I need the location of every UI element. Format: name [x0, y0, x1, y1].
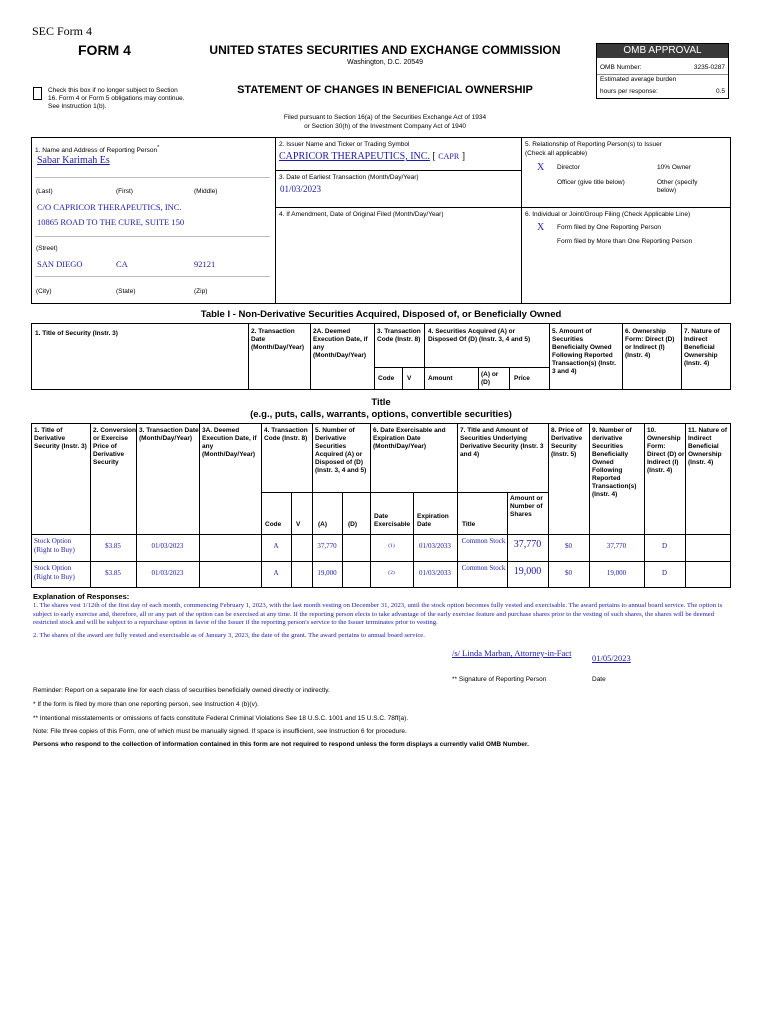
issuer-name-row: CAPRICOR THERAPEUTICS, INC. [ CAPR ] [279, 151, 466, 162]
table2-title: Title [371, 397, 391, 408]
middle-label: (Middle) [194, 188, 218, 195]
footer-line-1: * If the form is filed by more than one reporting person, see Instruction 4 (b)(v). [33, 701, 259, 708]
reporting-person-name: Sabar Karimah Es [37, 155, 110, 166]
address-line-2: 10865 ROAD TO THE CURE, SUITE 150 [37, 217, 185, 227]
footer-line-3: Note: File three copies of this Form, one of which must be manually signed. If space is insufficient, see Instruction 6 for procedure. [33, 728, 407, 735]
explanation-note-1: 1. The shares vest 1/12th of the first day of each month, commencing February 1, 2023, with the last month vesting on December 31, 2023, until the stock option becomes fully vested and exercisable. The award pertains to annual board service. The option is subject to early exercise and, therefore, all or any part of the option can be exercised at any time. If the reporting person elects to take advantage of the early exercise feature and purchase shares prior to the vesting of such shares, the shares will be deemed restricted stock and will be subject to a repurchase option in favor of the Issuer if the reporting person's service to the Issuer terminates prior to vesting. [33, 602, 723, 627]
omb-hours-value: 0.5 [715, 88, 725, 95]
row2-amount: 19,000 [513, 566, 542, 577]
row1-code: A [273, 542, 279, 550]
omb-number-value: 3235-0287 [693, 64, 725, 71]
row2-title: Common Stock [461, 564, 506, 572]
signature-label: ** Signature of Reporting Person [452, 676, 547, 683]
t2-col10: 10. Ownership Form: Direct (D) or Indirect (I) (Instr. 4) [647, 427, 685, 474]
omb-burden-label: Estimated average burden [600, 76, 677, 83]
t2-col11: 11. Nature of Indirect Beneficial Ownership (Instr. 4) [688, 427, 728, 466]
form-title: FORM 4 [78, 42, 131, 58]
more-person-label: Form filed by More than One Reporting Person [557, 238, 693, 245]
row1-owned: 37,770 [606, 542, 627, 550]
t1-col2a: 2A. Deemed Execution Date, if any (Month/Day/Year) [313, 328, 368, 359]
one-person-mark[interactable]: X [537, 222, 545, 233]
t2-col6: 6. Date Exercisable and Expiration Date (Month/Day/Year) [373, 427, 446, 450]
reporting-person-label: 1. Name and Address of Reporting Person* [35, 145, 160, 155]
row2-security: Stock Option (Right to Buy) [34, 564, 75, 581]
row2-p8: $0 [565, 569, 572, 577]
t1-col4: 4. Securities Acquired (A) or Disposed Of (D) (Instr. 3, 4 and 5) [428, 328, 531, 343]
t2-col8: 8. Price of Derivative Security (Instr. 5) [551, 427, 583, 458]
row2-date: 01/03/2023 [151, 569, 184, 577]
other-label: Other (specify below) [657, 179, 698, 194]
omb-hours-label: hours per response: [600, 88, 658, 95]
address-line-1: C/O CAPRICOR THERAPEUTICS, INC. [37, 202, 182, 212]
t2-a: (A) [318, 521, 328, 528]
t2-col3: 3. Transaction Date (Month/Day/Year) [139, 427, 199, 442]
filing-label: 6. Individual or Joint/Group Filing (Check Applicable Line) [525, 211, 691, 218]
t2-col4: 4. Transaction Code (Instr. 8) [264, 427, 308, 442]
amendment-label: 4. If Amendment, Date of Original Filed (Month/Day/Year) [279, 211, 444, 218]
officer-label: Officer (give title below) [557, 179, 625, 186]
t1-aord: (A) or (D) [481, 371, 499, 386]
explanation-title: Explanation of Responses: [33, 592, 130, 601]
checkbox-text: Check this box if no longer subject to Section 16. Form 4 or Form 5 obligations may continue. See Instruction 1(b). [48, 87, 185, 110]
signature-name: /s/ Linda Marban, Attorney-in-Fact [452, 648, 572, 658]
footer-line-2: ** Intentional misstatements or omissions of facts constitute Federal Criminal Violations See 18 U.S.C. 1001 and 15 U.S.C. 78ff(a). [33, 715, 409, 722]
zip-value: 92121 [194, 259, 216, 269]
row1-security: Stock Option (Right to Buy) [34, 537, 75, 554]
row1-date: 01/03/2023 [151, 542, 184, 550]
director-mark[interactable]: X [537, 162, 545, 173]
t2-title: Title [462, 521, 476, 528]
t2-col7: 7. Title and Amount of Securities Underlying Derivative Security (Instr. 3 and 4) [460, 427, 544, 458]
agency-title: UNITED STATES SECURITIES AND EXCHANGE COMMISSION [209, 43, 561, 57]
t1-amount: Amount [428, 375, 453, 382]
first-label: (First) [116, 188, 133, 195]
t2-col3a: 3A. Deemed Execution Date, if any (Month/Day/Year) [202, 427, 257, 458]
state-value: CA [116, 259, 128, 269]
issuer-label: 2. Issuer Name and Ticker or Trading Symbol [279, 141, 410, 148]
statement-title: STATEMENT OF CHANGES IN BENEFICIAL OWNERSHIP [237, 84, 533, 96]
sec-form-label: SEC Form 4 [32, 24, 93, 38]
row1-p8: $0 [565, 542, 572, 550]
director-label: Director [557, 164, 580, 171]
agency-location: Washington, D.C. 20549 [346, 59, 423, 66]
t2-exp: Expiration Date [417, 513, 449, 528]
t2-date-ex: Date Exercisable [374, 513, 411, 528]
row1-ex: (1) [388, 543, 395, 549]
explanation-note-2: 2. The shares of the award are fully vested and exercisable as of January 3, 2023, the date of the grant. The award pertains to annual board service. [33, 632, 425, 639]
city-label: (City) [36, 288, 52, 295]
t1-v: V [407, 375, 412, 382]
t1-col3: 3. Transaction Code (Instr. 8) [377, 328, 421, 343]
section16-checkbox[interactable] [33, 87, 42, 100]
table1-title: Table I - Non-Derivative Securities Acquired, Disposed of, or Beneficially Owned [200, 309, 562, 320]
t1-col5: 5. Amount of Securities Beneficially Owned Following Reported Transaction(s) (Instr. 3 and 4) [552, 328, 616, 375]
t2-col5: 5. Number of Derivative Securities Acquired (A) or Disposed of (D) (Instr. 3, 4 and 5) [315, 427, 367, 474]
t1-col1: 1. Title of Security (Instr. 3) [35, 330, 118, 337]
state-label: (State) [116, 288, 136, 295]
t1-col7: 7. Nature of Indirect Beneficial Ownership (Instr. 4) [684, 328, 720, 367]
table2-subtitle: (e.g., puts, calls, warrants, options, convertible securities) [250, 409, 512, 420]
t1-code: Code [378, 375, 395, 382]
last-label: (Last) [36, 188, 53, 195]
zip-label: (Zip) [194, 288, 208, 295]
row1-exp: 01/03/2033 [419, 542, 451, 550]
relationship-label: 5. Relationship of Reporting Person(s) to Issuer [525, 141, 662, 148]
row2-owned: 19,000 [606, 569, 627, 577]
issuer-ticker: CAPR [438, 152, 460, 161]
one-person-label: Form filed by One Reporting Person [557, 224, 662, 231]
row2-code: A [273, 569, 279, 577]
t2-v: V [296, 521, 301, 528]
t2-amount: Amount or Number of Shares [510, 495, 543, 518]
omb-number-label: OMB Number: [600, 64, 642, 71]
filed-pursuant-2: or Section 30(h) of the Investment Company Act of 1940 [304, 123, 466, 130]
issuer-name: CAPRICOR THERAPEUTICS, INC. [279, 151, 430, 162]
t2-col1: 1. Title of Derivative Security (Instr. 3) [34, 427, 87, 450]
filed-pursuant-1: Filed pursuant to Section 16(a) of the Securities Exchange Act of 1934 [283, 114, 487, 121]
ten-pct-label: 10% Owner [657, 164, 691, 171]
city-value: SAN DIEGO [37, 259, 83, 269]
t1-col6: 6. Ownership Form: Direct (D) or Indirect (I) (Instr. 4) [625, 328, 675, 359]
t2-code: Code [265, 521, 282, 528]
row1-price: $3.85 [105, 542, 121, 550]
footer-line-4: Persons who respond to the collection of information contained in this form are not required to respond unless the form displays a currently valid OMB Number. [33, 741, 529, 748]
row2-price: $3.85 [105, 569, 121, 577]
t1-price: Price [514, 375, 530, 382]
t2-col9: 9. Number of derivative Securities Beneficially Owned Following Reported Transaction(s) (Instr. 4) [592, 427, 637, 498]
signature-date: 01/05/2023 [592, 653, 631, 663]
omb-title: OMB APPROVAL [597, 44, 728, 58]
street-label: (Street) [36, 245, 58, 252]
row1-a: 37,770 [317, 542, 337, 550]
row2-a: 19,000 [317, 569, 337, 577]
row1-title: Common Stock [461, 537, 506, 545]
t2-d: (D) [348, 521, 358, 528]
row1-form: D [661, 542, 668, 550]
t2-col2: 2. Conversion or Exercise Price of Derivative Security [93, 427, 136, 466]
earliest-date-label: 3. Date of Earliest Transaction (Month/Day/Year) [279, 174, 419, 181]
earliest-date-value: 01/03/2023 [280, 184, 322, 194]
footer-reminder: Reminder: Report on a separate line for each class of securities beneficially owned directly or indirectly. [33, 687, 330, 694]
row2-ex: (2) [388, 570, 395, 576]
date-label: Date [592, 676, 606, 683]
row1-amount: 37,770 [513, 539, 542, 550]
relationship-sub: (Check all applicable) [525, 150, 588, 157]
row2-form: D [661, 569, 668, 577]
t1-col2: 2. Transaction Date (Month/Day/Year) [251, 328, 305, 351]
row2-exp: 01/03/2033 [419, 569, 451, 577]
